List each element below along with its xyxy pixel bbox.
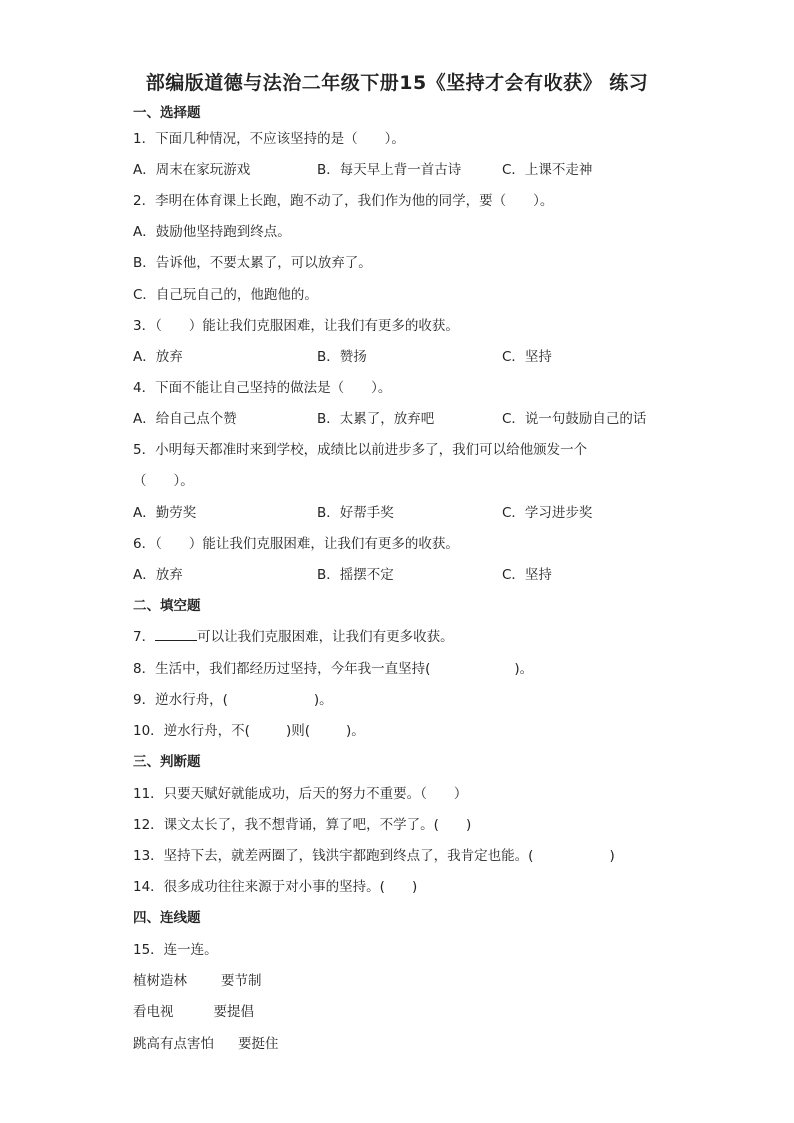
match-row-1: [133, 972, 262, 990]
question-5-option-a: A．勤劳奖: [133, 505, 197, 521]
match-right-2[interactable]: 要提倡: [213, 1004, 254, 1020]
question-3-stem: 3．（ ）能让我们克服困难，让我们有更多的收获。: [133, 318, 459, 334]
question-10: [133, 722, 365, 740]
question-13: [133, 847, 615, 865]
match-row-3: [133, 1035, 279, 1053]
section-fill-heading: 二、填空题: [133, 598, 201, 614]
question-12: 12．课文太长了，我不想背诵，算了吧，不学了。( ): [133, 817, 472, 833]
question-11: 11．只要天赋好就能成功，后天的努力不重要。（ ）: [133, 786, 468, 802]
question-6-option-b: B．摇摆不定: [317, 567, 394, 583]
question-10-suffix: )。: [346, 723, 365, 739]
question-2-stem: 2．李明在体育课上长跑，跑不动了，我们作为他的同学，要（ ）。: [133, 193, 554, 209]
question-3-option-a: A．放弃: [133, 349, 183, 365]
section-match-heading: 四、连线题: [133, 910, 201, 926]
match-row-2: [133, 1003, 254, 1021]
section-choice-heading: 一、选择题: [133, 105, 201, 121]
question-9-suffix: )。: [313, 692, 333, 708]
question-1-stem: 1．下面几种情况，不应该坚持的是（ ）。: [133, 131, 405, 147]
question-7: [133, 628, 454, 646]
question-2-option-a: A．鼓励他坚持跑到终点。: [133, 224, 291, 240]
match-left-1[interactable]: 植树造林: [133, 973, 187, 989]
question-9: [133, 691, 333, 709]
question-5-stem-continued: （ ）。: [133, 473, 194, 489]
question-9-prefix: 9．逆水行舟，(: [133, 692, 228, 708]
question-4-option-b: B．太累了，放弃吧: [317, 411, 435, 427]
match-left-3[interactable]: 跳高有点害怕: [133, 1036, 214, 1052]
question-8: [133, 660, 533, 678]
question-5-stem: 5．小明每天都准时来到学校，成绩比以前进步多了，我们可以给他颁发一个: [133, 442, 588, 458]
question-4-stem: 4．下面不能让自己坚持的做法是（ ）。: [133, 380, 392, 396]
question-13-prefix: 13．坚持下去，就差两圈了，钱洪宇都跑到终点了，我肯定也能。(: [133, 848, 534, 864]
question-7-prefix: 7．: [133, 629, 156, 645]
question-5-option-b: B．好帮手奖: [317, 505, 394, 521]
question-7-blank[interactable]: [155, 628, 197, 641]
question-5-option-c: C．学习进步奖: [502, 505, 593, 521]
question-6-stem: 6．（ ）能让我们克服困难，让我们有更多的收获。: [133, 536, 459, 552]
match-right-1[interactable]: 要节制: [221, 973, 262, 989]
page-title: 部编版道德与法治二年级下册15《坚持才会有收获》 练习: [145, 72, 649, 94]
question-1-option-a: A．周末在家玩游戏: [133, 162, 251, 178]
question-2-option-b: B．告诉他，不要太累了，可以放弃了。: [133, 255, 372, 271]
match-left-2[interactable]: 看电视: [133, 1004, 174, 1020]
question-8-prefix: 8．生活中，我们都经历过坚持，今年我一直坚持(: [133, 661, 431, 677]
question-6-option-c: C．坚持: [502, 567, 552, 583]
question-4-option-c: C．说一句鼓励自己的话: [502, 411, 647, 427]
question-10-prefix: 10．逆水行舟，不(: [133, 723, 250, 739]
question-10-middle: )则(: [285, 723, 310, 739]
question-3-option-c: C．坚持: [502, 349, 552, 365]
question-14: 14．很多成功往往来源于对小事的坚持。( ): [133, 879, 418, 895]
question-7-suffix: 可以让我们克服困难，让我们有更多收获。: [197, 629, 454, 645]
question-13-suffix: ): [609, 848, 615, 864]
question-3-option-b: B．赞扬: [317, 349, 367, 365]
question-15-stem: 15．连一连。: [133, 942, 218, 958]
question-1-option-c: C．上课不走神: [502, 162, 593, 178]
question-8-suffix: )。: [514, 661, 534, 677]
question-4-option-a: A．给自己点个赞: [133, 411, 237, 427]
question-1-option-b: B．每天早上背一首古诗: [317, 162, 462, 178]
match-right-3[interactable]: 要挺住: [238, 1036, 279, 1052]
question-2-option-c: C．自己玩自己的，他跑他的。: [133, 287, 318, 303]
section-judge-heading: 三、判断题: [133, 754, 201, 770]
question-6-option-a: A．放弃: [133, 567, 183, 583]
